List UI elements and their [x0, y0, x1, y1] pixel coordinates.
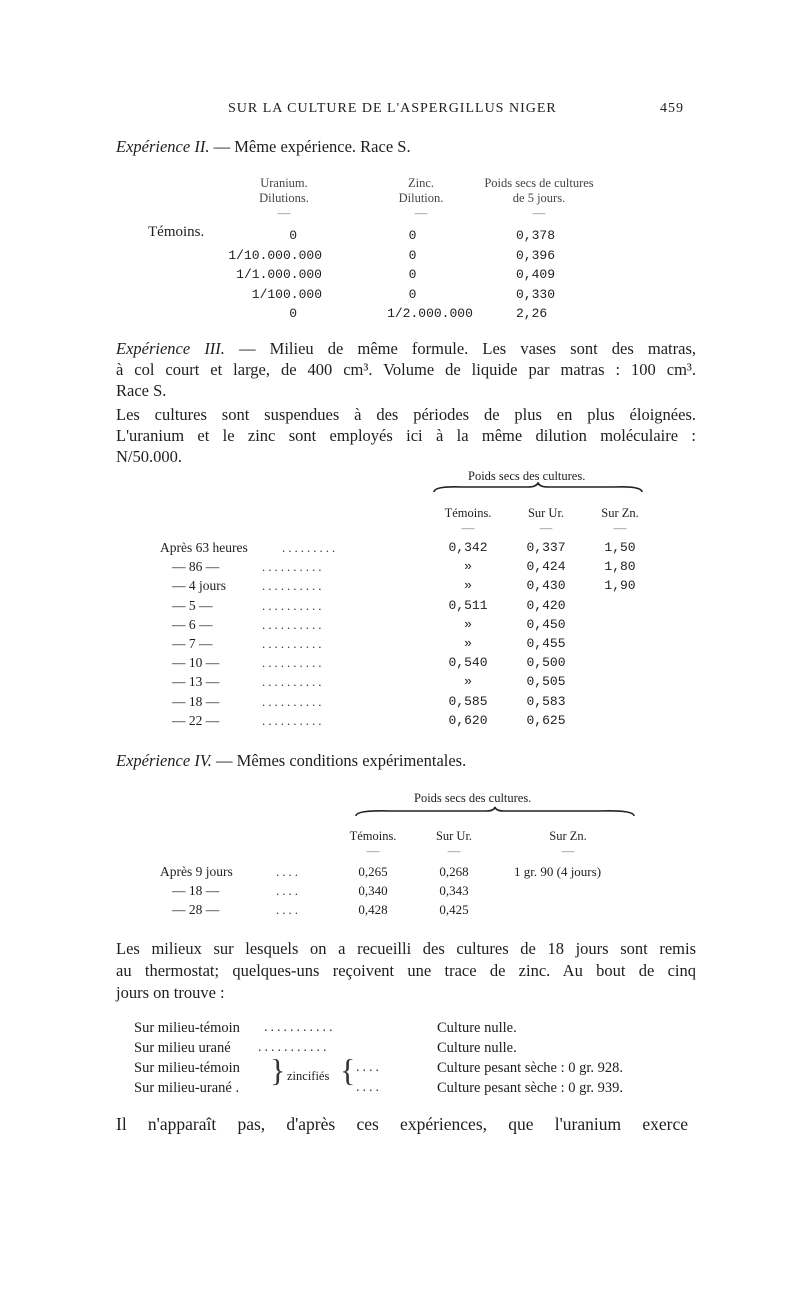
exp4-col-ur-dash: — — [447, 844, 461, 858]
exp4-cell-ur: 0,268 — [439, 864, 469, 879]
last-line: Il n'apparaît pas, d'après ces expériences, que l'uranium exerce — [116, 1114, 688, 1134]
leader-dots: .......... — [262, 617, 325, 632]
exp4-cell-zn: 1 gr. 90 (4 jours) — [514, 864, 602, 879]
exp4-col-zn-label: Sur Zn. — [549, 829, 587, 843]
exp3-cell-temoins: » — [464, 674, 472, 689]
exp4-heading — [116, 750, 466, 771]
exp3-line6: N/50.000. — [116, 447, 182, 466]
exp3-cell-zn: 1,90 — [604, 578, 636, 593]
exp2-cell-zinc: 0 — [408, 286, 417, 302]
zincifies-label: zincifiés — [287, 1069, 330, 1083]
page-number: 459 — [660, 101, 684, 116]
exp3-cell-temoins: » — [464, 636, 472, 651]
exp3-cell-ur: 0,420 — [526, 598, 566, 613]
exp3-cell-temoins: 0,540 — [448, 655, 488, 670]
exp2-col-uranium-line1: Uranium. — [260, 176, 308, 190]
para-line2: au thermostat; quelques-uns reçoivent une trace de zinc. Au bout de cinq — [116, 961, 696, 980]
result-value: Culture pesant sèche : 0 gr. 928. — [437, 1060, 624, 1076]
exp4-col-temoins — [340, 829, 406, 859]
exp3-col-ur-label: Sur Ur. — [527, 506, 565, 520]
exp2-cell-uranium: 1/10.000.000 — [228, 247, 322, 263]
exp4-cell-temoins: 0,265 — [358, 864, 388, 879]
leader-dots: .......... — [262, 598, 325, 613]
leader-dots: .......... — [262, 559, 325, 574]
exp2-col-poids-dash: — — [532, 206, 546, 220]
exp3-col-ur-dash: — — [539, 521, 553, 535]
exp4-row-label: — 28 — — [172, 902, 220, 917]
exp4-row-label: Après 9 jours — [160, 864, 233, 879]
exp3-cell-ur: 0,455 — [526, 636, 566, 651]
exp2-row-label: Témoins. — [148, 224, 205, 240]
result-value: Culture nulle. — [437, 1020, 517, 1036]
exp4-col-ur-label: Sur Ur. — [435, 829, 473, 843]
exp2-cell-uranium: 1/1.000.000 — [236, 267, 322, 282]
exp2-zinc-column — [380, 226, 480, 324]
exp2-cell-uranium: 0 — [289, 228, 297, 243]
exp3-cell-ur: 0,337 — [526, 540, 566, 555]
result-leader-dots: ........... — [264, 1020, 336, 1035]
exp4-col-temoins-label: Témoins. — [349, 829, 397, 843]
exp3-col-zn-label: Sur Zn. — [601, 506, 639, 520]
exp3-brace — [432, 482, 644, 496]
leader-dots: .......... — [262, 636, 325, 651]
exp2-cell-poids: 0,396 — [516, 247, 556, 263]
result-leader-dots: .... — [356, 1080, 382, 1095]
exp3-col-temoins — [436, 506, 500, 536]
exp4-subtitle: — Mêmes conditions expérimentales. — [216, 751, 467, 770]
leader-dots: .... — [276, 902, 301, 917]
exp3-cell-ur: 0,500 — [526, 655, 566, 670]
leader-dots: .......... — [262, 694, 325, 709]
right-brace: { — [340, 1052, 356, 1088]
exp2-cell-zinc: 0 — [408, 228, 417, 243]
leader-dots: .......... — [262, 655, 325, 670]
exp2-col-zinc-line1: Zinc. — [407, 176, 435, 190]
exp2-cell-uranium: 1/100.000 — [251, 286, 322, 302]
exp4-title: Expérience IV. — [116, 751, 212, 770]
exp2-col-poids — [464, 176, 614, 221]
exp2-col-poids-line1: Poids secs de cultures — [484, 176, 594, 190]
exp4-cell-temoins: 0,340 — [358, 883, 388, 898]
exp2-title: Expérience II. — [116, 137, 210, 156]
exp3-row-label: — 18 — — [172, 694, 220, 709]
exp3-cell-ur: 0,583 — [526, 694, 566, 709]
result-label: Sur milieu-urané . — [134, 1080, 240, 1096]
leader-dots: ......... — [282, 540, 339, 555]
left-brace: } — [270, 1052, 286, 1088]
exp3-col-temoins-label: Témoins. — [444, 506, 492, 520]
exp3-text1: — Milieu de même formule. Les vases sont des matras, — [239, 339, 697, 358]
exp2-uranium-column — [222, 226, 322, 324]
exp4-group-header: Poids secs des cultures. — [414, 791, 532, 805]
exp3-title: Expérience III. — [116, 339, 225, 358]
exp3-cell-zn: 1,80 — [604, 559, 636, 574]
exp4-cell-ur: 0,343 — [439, 883, 469, 898]
exp2-cell-poids: 0,330 — [516, 286, 556, 302]
running-title: SUR LA CULTURE DE L'ASPERGILLUS NIGER — [228, 101, 557, 116]
exp3-row-label: — 22 — — [172, 713, 220, 728]
exp2-cell-poids: 0,409 — [516, 267, 556, 282]
exp2-cell-poids: 0,378 — [516, 228, 556, 243]
exp3-col-zn-dash: — — [613, 521, 627, 535]
exp2-poids-column — [516, 226, 576, 324]
exp2-col-poids-line2: de 5 jours. — [512, 191, 566, 205]
leader-dots: .......... — [262, 578, 325, 593]
exp3-row-label: — 7 — — [172, 636, 213, 651]
exp3-row-label: — 4 jours — [172, 578, 226, 593]
leader-dots: .... — [276, 864, 301, 879]
exp2-cell-poids: 2,26 — [516, 306, 548, 321]
exp3-row-label: — 5 — — [172, 598, 213, 613]
exp3-cell-temoins: 0,585 — [448, 694, 488, 709]
exp2-cell-zinc: 0 — [408, 267, 417, 282]
result-leader-dots: .... — [356, 1060, 382, 1075]
exp2-col-zinc-dash: — — [414, 206, 428, 220]
exp3-line2: à col court et large, de 400 cm³. Volume de liquide par matras : 100 cm³. — [116, 360, 696, 379]
exp3-col-temoins-dash: — — [461, 521, 475, 535]
exp3-cell-ur: 0,625 — [526, 713, 566, 728]
result-leader-dots: ........... — [258, 1040, 330, 1055]
exp3-line1 — [116, 338, 696, 359]
exp3-line4: Les cultures sont suspendues à des périodes de plus en plus éloignées. — [116, 405, 696, 424]
exp2-col-zinc — [386, 176, 456, 221]
para-line1: Les milieux sur lesquels on a recueilli des cultures de 18 jours sont remis — [116, 939, 696, 958]
result-label: Sur milieu urané — [134, 1040, 231, 1056]
exp2-heading — [116, 136, 411, 157]
exp4-col-zn — [540, 829, 596, 859]
result-value: Culture nulle. — [437, 1040, 517, 1056]
exp3-row-label: — 13 — — [172, 674, 220, 689]
result-value: Culture pesant sèche : 0 gr. 939. — [437, 1080, 624, 1096]
exp3-cell-temoins: 0,511 — [448, 598, 488, 613]
exp2-cell-zinc: 1/2.000.000 — [387, 306, 473, 321]
exp2-col-uranium-dash: — — [277, 206, 291, 220]
exp3-cell-temoins: 0,342 — [448, 540, 488, 555]
exp4-col-zn-dash: — — [561, 844, 575, 858]
exp4-col-ur — [426, 829, 482, 859]
exp3-line3: Race S. — [116, 381, 167, 400]
exp3-cell-ur: 0,505 — [526, 674, 566, 689]
result-label: Sur milieu-témoin — [134, 1060, 240, 1076]
leader-dots: .... — [276, 883, 301, 898]
exp4-col-temoins-dash: — — [366, 844, 380, 858]
exp4-row-label: — 18 — — [172, 883, 220, 898]
exp2-col-uranium — [254, 176, 314, 221]
exp3-row-label: Après 63 heures — [160, 540, 248, 555]
exp3-cell-temoins: » — [464, 559, 472, 574]
exp3-group-header: Poids secs des cultures. — [468, 469, 586, 483]
exp3-cell-zn: 1,50 — [604, 540, 636, 555]
exp3-cell-temoins: » — [464, 617, 472, 632]
leader-dots: .......... — [262, 713, 325, 728]
exp3-cell-temoins: » — [464, 578, 472, 593]
exp3-row-label: — 6 — — [172, 617, 213, 632]
exp3-col-ur — [518, 506, 574, 536]
exp2-subtitle: — Même expérience. Race S. — [213, 137, 411, 156]
exp2-col-zinc-line2: Dilution. — [398, 191, 444, 205]
exp2-col-uranium-line2: Dilutions. — [259, 191, 309, 205]
exp4-cell-ur: 0,425 — [439, 902, 469, 917]
exp3-cell-ur: 0,430 — [526, 578, 566, 593]
para-line3: jours on trouve : — [116, 983, 225, 1002]
result-label: Sur milieu-témoin — [134, 1020, 240, 1036]
exp3-col-zn — [592, 506, 648, 536]
exp3-row-label: — 10 — — [172, 655, 220, 670]
exp3-cell-ur: 0,424 — [526, 559, 566, 574]
exp2-cell-uranium: 0 — [289, 306, 297, 321]
exp4-brace — [354, 806, 636, 820]
exp2-cell-zinc: 0 — [408, 247, 417, 263]
exp3-row-label: — 86 — — [172, 559, 220, 574]
leader-dots: .......... — [262, 674, 325, 689]
exp3-cell-ur: 0,450 — [526, 617, 566, 632]
exp4-cell-temoins: 0,428 — [358, 902, 388, 917]
exp3-line5: L'uranium et le zinc sont employés ici à la même dilution moléculaire : — [116, 426, 696, 445]
exp3-cell-temoins: 0,620 — [448, 713, 488, 728]
